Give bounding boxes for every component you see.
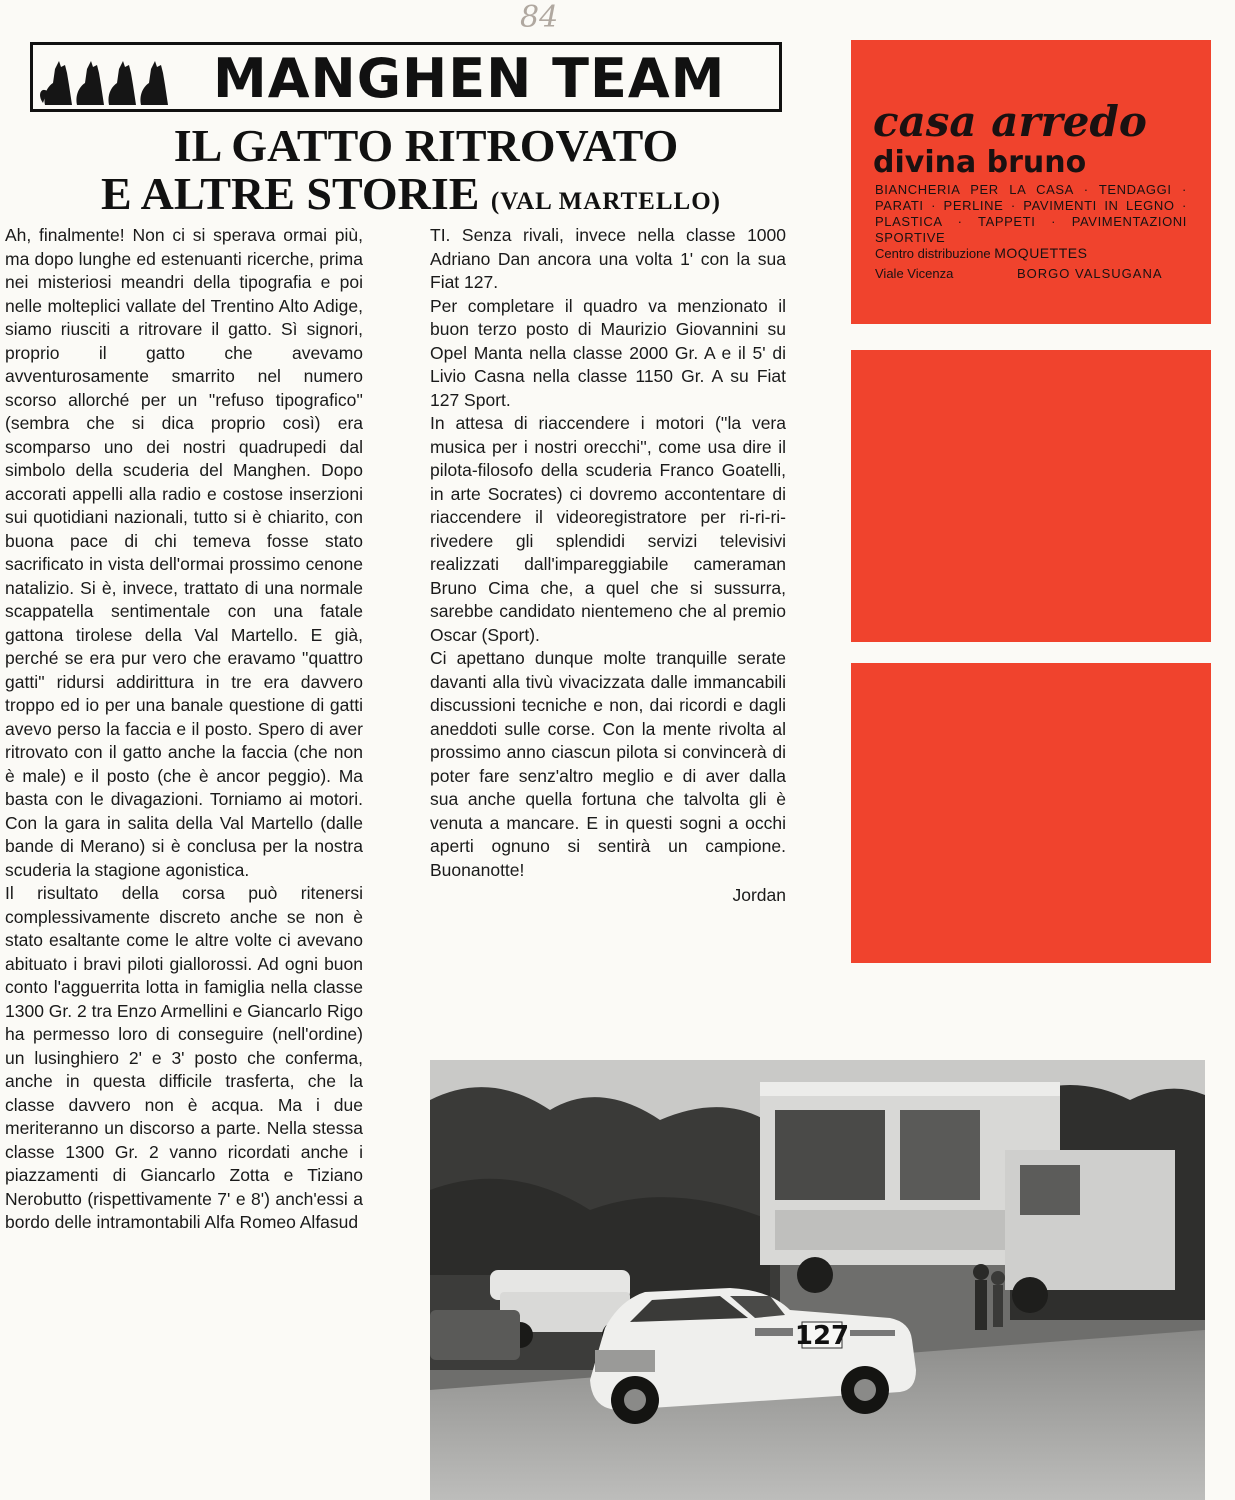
advertisement-blank-block xyxy=(851,663,1211,963)
ad-brand-name: casa arredo xyxy=(873,97,1147,146)
advertisement-casa-arredo xyxy=(851,40,1211,324)
handwritten-page-number: 84 xyxy=(520,0,559,35)
rally-car-photo xyxy=(430,1060,1205,1500)
ad-distribution-label: Centro distribuzione xyxy=(875,246,991,261)
ad-address: Viale Vicenza xyxy=(875,266,954,281)
article-paragraph: TI. Senza rivali, invece nella classe 1000 Adriano Dan ancora una volta 1' con la sua Fiat 127. xyxy=(430,225,786,292)
ad-description: BIANCHERIA PER LA CASA · TENDAGGI · PARATI · PERLINE · PAVIMENTI IN LEGNO · PLASTICA · TAPPETI · PAVIMENTAZIONI SPORTIVE xyxy=(875,182,1187,245)
article-paragraph: Il risultato della corsa può ritenersi complessivamente discreto anche se non è stato esaltante come le altre volte ci avevano abituato i bravi piloti giallorossi. Ad ogni buon conto l'agguerrita lotta in famiglia nella classe 1300 Gr. 2 tra Enzo Armellini e Giancarlo Rigo ha permesso loro di conseguire (nell'ordine) un lusinghiero 2' e 3' posto che conferma, anche in questa difficile trasferta, che la classe davvero non è acqua. Ma i due meriteranno un discorso a parte. Nella stessa classe 1300 Gr. 2 vanno ricordati anche i piazzamenti di Giancarlo Zotta e Tiziano Nerobutto (rispettivamente 7' e 8') anch'essi a bordo delle intramontabili Alfa Romeo Alfasud xyxy=(5,883,363,1232)
ad-distribution xyxy=(875,245,1205,262)
article-paragraph: Ah, finalmente! Non ci si sperava ormai più, ma dopo lunghe ed estenuanti ricerche, prima nei misteriosi meandri della tipografia e poi nelle molteplici vallate del Trentino Alto Adige, siamo riusciti a ritrovare il gatto. Sì signori, proprio il gatto che avevamo avventurosamente smarrito nel numero scorso allorché per un ''refuso tipografico'' (sembra che si dica proprio così) era scomparso uno dei nostri quadrupedi dal simbolo della scuderia del Manghen. Dopo accorati appelli alla radio e costose inserzioni sui quotidiani nazionali, tutto si è chiarito, con buona pace di chi temeva fosse stato sacrificato in vista dell'ormai prossimo cenone natalizio. Si è, invece, trattato di una normale scappatella sentimentale con una fatale gattona tirolese della Val Martello. E già, perché se era pur vero che eravamo ''quattro gatti'' ridursi addirittura in tre era davvero troppo ed io per una banale questione di gatti avevo perso la faccia e il posto. Spero di aver ritrovato con il gatto anche la faccia (che non è male) e il posto (che è ancor peggio). Ma basta con le divagazioni. Torniamo ai motori. Con la gara in salita della Val Martello (dalle bande di Merano) si è conclusa per la nostra scuderia la stagione agonistica. xyxy=(5,225,363,880)
team-title: MANGHEN TEAM xyxy=(213,47,726,110)
article-headline xyxy=(30,122,782,226)
cats-logo-icon xyxy=(39,51,189,107)
headline-location-tag: (VAL MARTELLO) xyxy=(490,188,721,215)
ad-sub-brand: divina bruno xyxy=(873,145,1087,180)
article-paragraph: In attesa di riaccendere i motori (''la vera musica per i nostri orecchi'', come usa dire il pilota-filosofo della scuderia Franco Goatelli, in arte Socrates) ci dovremo accontentare di riaccendere il videoregistratore per ri-ri-ri-rivedere gli splendidi servizi televisivi realizzati dall'impareggiabile cameraman Bruno Cima che, a quel che si sussurra, sarebbe candidato nientemeno che al premio Oscar (Sport). xyxy=(430,413,786,645)
article-column-middle xyxy=(430,224,786,908)
advertisement-blank-block xyxy=(851,350,1211,642)
car-race-number: 127 xyxy=(794,1321,850,1351)
ad-city: BORGO VALSUGANA xyxy=(1017,266,1163,281)
article-signature: Jordan xyxy=(732,885,786,905)
headline-line-2 xyxy=(30,170,782,226)
photo-illustration xyxy=(430,1060,1205,1500)
article-column-left xyxy=(5,224,363,1235)
ad-distribution-name: MOQUETTES xyxy=(994,245,1088,261)
headline-line-2-text: E ALTRE STORIE xyxy=(101,168,480,219)
article-paragraph: Ci apettano dunque molte tranquille serate davanti alla tivù vivacizzata dalle immancabili discussioni tecniche e non, dai ricordi e dagli aneddoti sulle corse. Con la mente rivolta al prossimo anno ciascun pilota si convincerà di poter fare senz'altro meglio e di aver dalla sua anche quella fortuna che talvolta gli è venuta a mancare. E in questi sogni a occhi aperti ognuno si sentirà un campione. Buonanotte! xyxy=(430,648,786,880)
masthead xyxy=(30,42,782,112)
headline-line-1: IL GATTO RITROVATO xyxy=(173,120,679,171)
article-paragraph: Per completare il quadro va menzionato il buon terzo posto di Maurizio Giovannini su Opel Manta nella classe 2000 Gr. A e il 5' di Livio Casna nella classe 1150 Gr. A su Fiat 127 Sport. xyxy=(430,295,786,410)
